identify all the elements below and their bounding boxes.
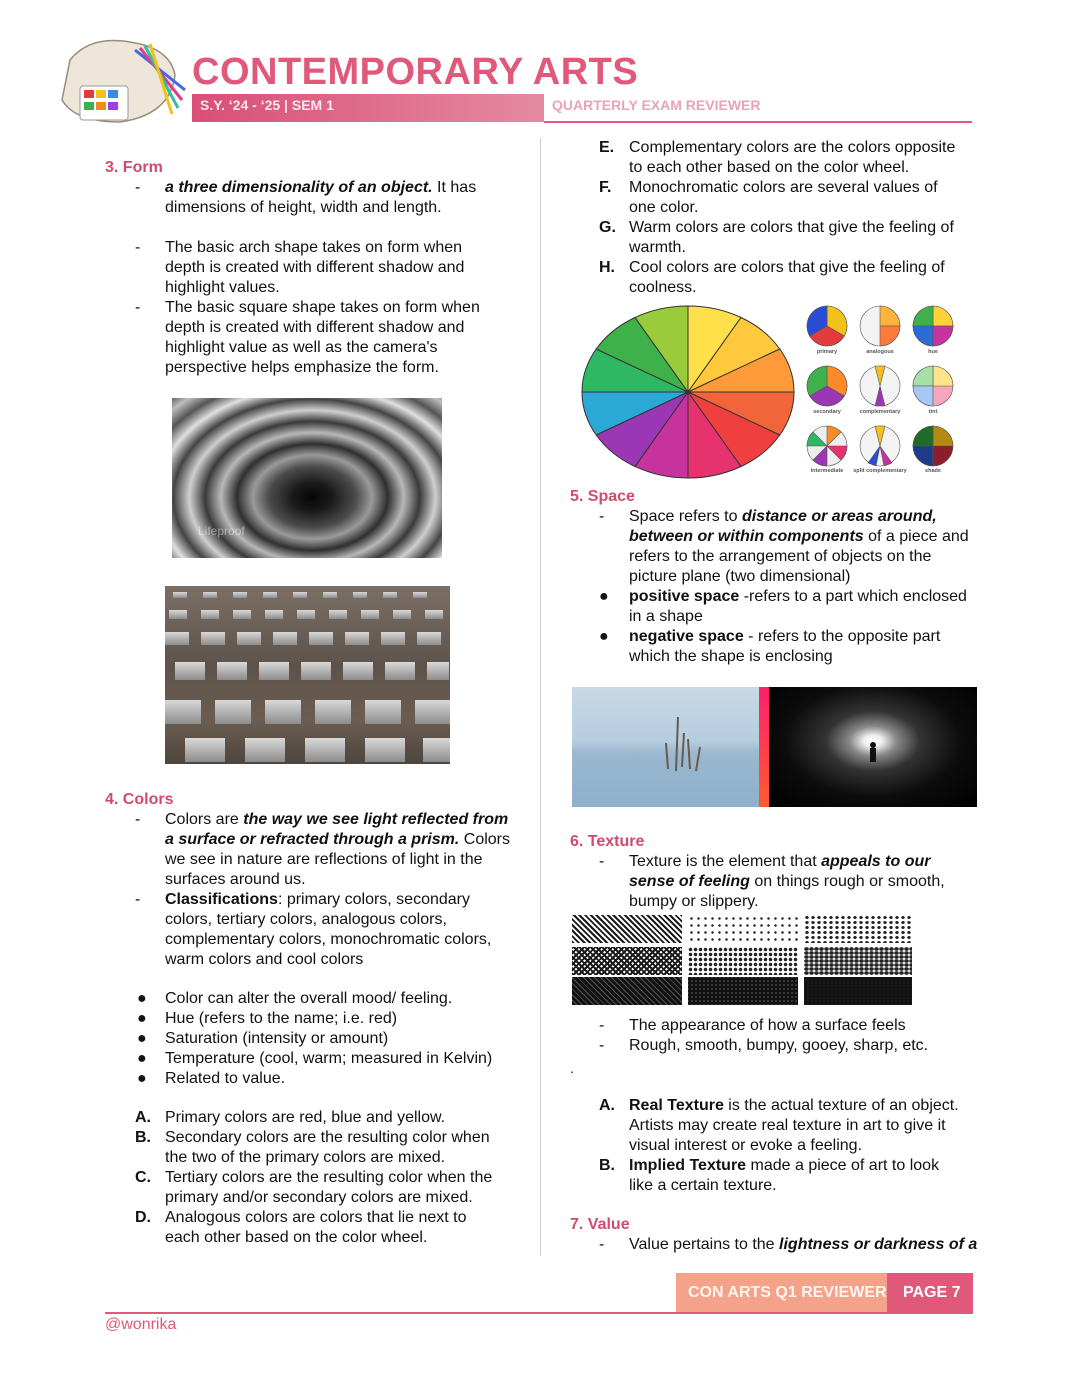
secondary-wheel xyxy=(807,366,847,406)
texture-swatches xyxy=(572,915,912,1007)
list-marker: F. xyxy=(599,179,612,196)
dash-marker: - xyxy=(599,1017,605,1034)
color-def-warm: Warm colors are colors that give the feeling of warmth. xyxy=(629,219,954,256)
person-silhouette xyxy=(769,687,977,807)
colors-dot-3: Saturation (intensity or amount) xyxy=(165,1030,389,1047)
scribble-swatch-medium xyxy=(804,947,912,975)
stipple-swatch-dark xyxy=(688,977,798,1005)
dash-marker: - xyxy=(135,891,141,908)
stray-period: . xyxy=(570,1060,574,1076)
section-heading-colors: 4. Colors xyxy=(105,791,174,808)
colors-dot-4: Temperature (cool, warm; measured in Kelvin) xyxy=(165,1050,493,1067)
section-heading-form: 3. Form xyxy=(105,159,163,176)
header-rule xyxy=(544,121,972,123)
color-def-monochromatic: Monochromatic colors are several values of one color. xyxy=(629,179,938,216)
sea-posts-photo xyxy=(572,687,759,807)
dash-marker: - xyxy=(135,179,141,196)
space-bullet-1: Space refers to distance or areas around, between or within components of a piece and refers to the arrangement of objects on the picture plane (two dimensional) xyxy=(629,508,969,585)
intermediate-wheel xyxy=(807,426,847,466)
form-bullet-2: The basic arch shape takes on form when depth is created with different shadow and highlight values. xyxy=(165,239,465,296)
positive-space-def: positive space -refers to a part which enclosed in a shape xyxy=(629,588,967,625)
negative-space-def: negative space - refers to the opposite part which the shape is enclosing xyxy=(629,628,941,665)
column-divider xyxy=(540,138,541,1256)
color-def-complementary: Complementary colors are the colors opposite to each other based on the color wheel. xyxy=(629,139,956,176)
analogous-wheel xyxy=(860,306,900,346)
wheel-label-complementary: complementary xyxy=(859,409,901,415)
square-tiles-photo xyxy=(165,586,450,764)
photo-watermark: Lifeproof xyxy=(198,524,245,538)
shade-wheel xyxy=(913,426,953,466)
bullet-dot: ● xyxy=(137,990,147,1007)
split-complementary-wheel xyxy=(860,426,900,466)
tile-pattern xyxy=(165,586,450,764)
form-bullet-3: The basic square shape takes on form when depth is created with different shadow and highlight value as well as the camera's perspective helps emphasize the form. xyxy=(165,299,480,376)
photo-divider xyxy=(759,687,769,807)
texture-bullet-3: Rough, smooth, bumpy, gooey, sharp, etc. xyxy=(629,1037,929,1054)
section-heading-value: 7. Value xyxy=(570,1216,630,1233)
list-marker: D. xyxy=(135,1209,151,1226)
list-marker: G. xyxy=(599,219,616,236)
real-texture-def: Real Texture is the actual texture of an object. Artists may create real texture in art to give it visual interest or evoke a feeling. xyxy=(629,1097,959,1154)
colors-dot-2: Hue (refers to the name; i.e. red) xyxy=(165,1010,398,1027)
primary-wheel xyxy=(807,306,847,346)
color-def-secondary: Secondary colors are the resulting color when the two of the primary colors are mixed. xyxy=(165,1129,490,1166)
sea-posts xyxy=(572,687,759,807)
colors-bullet-2: Classifications: primary colors, secondary colors, tertiary colors, analogous colors, complementary colors, monochromatic colors, warm colors and cool colors xyxy=(165,891,492,968)
dash-marker: - xyxy=(599,853,605,870)
color-def-tertiary: Tertiary colors are the resulting color when the primary and/or secondary colors are mixed. xyxy=(165,1169,493,1206)
list-marker: C. xyxy=(135,1169,151,1186)
arch-tunnel-photo xyxy=(172,398,442,558)
bullet-dot: ● xyxy=(137,1030,147,1047)
dash-marker: - xyxy=(135,811,141,828)
list-marker: B. xyxy=(599,1157,615,1174)
wheel-label-secondary: secondary xyxy=(813,409,841,415)
list-marker: B. xyxy=(135,1129,151,1146)
crosshatch-swatch xyxy=(572,947,682,975)
hue-wheel xyxy=(913,306,953,346)
tunnel-silhouette-photo xyxy=(769,687,977,807)
value-bullet-1: Value pertains to the lightness or darkness of a xyxy=(629,1236,978,1253)
dash-marker: - xyxy=(135,239,141,256)
wheel-label-analogous: analogous xyxy=(866,349,894,355)
section-heading-space: 5. Space xyxy=(570,488,635,505)
bullet-dot: ● xyxy=(599,628,609,645)
footer-reviewer-label: CON ARTS Q1 REVIEWER xyxy=(688,1284,887,1301)
bullet-dot: ● xyxy=(137,1050,147,1067)
page-title: CONTEMPORARY ARTS xyxy=(192,51,639,93)
tint-wheel xyxy=(913,366,953,406)
wheel-label-hue: hue xyxy=(928,349,938,355)
list-marker: A. xyxy=(135,1109,151,1126)
color-def-cool: Cool colors are colors that give the feeling of coolness. xyxy=(629,259,945,296)
footer-rule xyxy=(105,1312,973,1314)
wheel-label-tint: tint xyxy=(928,409,938,415)
wheel-label-primary: primary xyxy=(816,349,838,355)
colors-dot-1: Color can alter the overall mood/ feeling. xyxy=(165,990,453,1007)
colors-dot-5: Related to value. xyxy=(165,1070,286,1087)
list-marker: E. xyxy=(599,139,615,156)
bullet-dot: ● xyxy=(137,1010,147,1027)
form-bullet-1: a three dimensionality of an object. It has dimensions of height, width and length. xyxy=(165,179,477,216)
wheel-label-shade: shade xyxy=(925,468,941,474)
stipple-swatch-medium xyxy=(688,947,798,975)
page-number: PAGE 7 xyxy=(903,1284,961,1301)
list-marker: A. xyxy=(599,1097,615,1114)
color-wheel-figure xyxy=(580,300,980,480)
hatch-swatch-light xyxy=(572,915,682,943)
implied-texture-def: Implied Texture made a piece of art to look like a certain texture. xyxy=(629,1157,940,1194)
stipple-swatch-light xyxy=(688,915,798,943)
crosshatch-swatch-dark xyxy=(572,977,682,1005)
dash-marker: - xyxy=(599,1037,605,1054)
scribble-swatch-light xyxy=(804,915,912,943)
wheel-label-intermediate: intermediate xyxy=(810,468,844,474)
bullet-dot: ● xyxy=(137,1070,147,1087)
scribble-swatch-dark xyxy=(804,977,912,1005)
dash-marker: - xyxy=(599,508,605,525)
complementary-wheel xyxy=(860,366,900,406)
color-def-primary: Primary colors are red, blue and yellow. xyxy=(165,1109,446,1126)
big-color-wheel xyxy=(582,306,794,478)
texture-bullet-2: The appearance of how a surface feels xyxy=(629,1017,906,1034)
school-year: S.Y. ‘24 - ‘25 | SEM 1 xyxy=(200,97,334,113)
texture-bullet-1: Texture is the element that appeals to our sense of feeling on things rough or smooth, bumpy or slippery. xyxy=(629,853,945,910)
author-handle: @wonrika xyxy=(105,1316,177,1333)
colors-bullet-1: Colors are the way we see light reflected from a surface or refracted through a prism. Colors we see in nature are reflections of light in the surfaces around us. xyxy=(165,811,510,888)
wheel-label-split-complementary: split complementary xyxy=(853,468,907,474)
color-def-analogous: Analogous colors are colors that lie next to each other based on the color wheel. xyxy=(165,1209,467,1246)
list-marker: H. xyxy=(599,259,615,276)
dash-marker: - xyxy=(599,1236,605,1253)
art-supplies-logo xyxy=(50,30,190,130)
header-subtitle: QUARTERLY EXAM REVIEWER xyxy=(552,97,761,113)
bullet-dot: ● xyxy=(599,588,609,605)
dash-marker: - xyxy=(135,299,141,316)
section-heading-texture: 6. Texture xyxy=(570,833,645,850)
